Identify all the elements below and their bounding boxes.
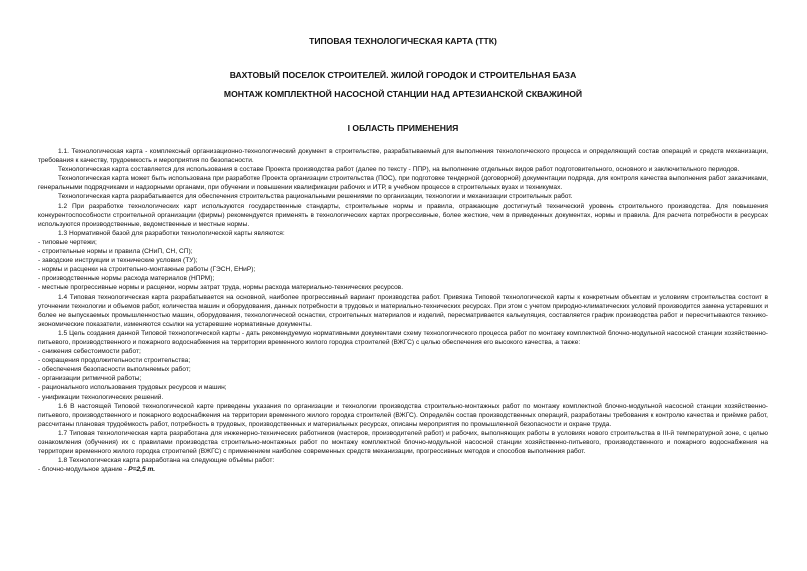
section-heading: I ОБЛАСТЬ ПРИМЕНЕНИЯ xyxy=(347,123,459,133)
paragraph: 1.6 В настоящей Типовой технологической карте приведены указания по организации и технологии производства строительно-монтажных работ по монтажу комплектной блочно-модульной насосной станции хозяйственно-питьевого, производственного и пожарного водоснабжения на территории временного жилого городка строителей (ВЖГС). Определён состав производственных операций, разработаны требования к контролю качества и приёмке работ, рассчитаны плановая трудоёмкость работ, потребность в трудовых, производственных и материальных ресурсах, описаны мероприятия по промышленной безопасности и охране труда. xyxy=(38,402,768,428)
list-item: - унификации технологических решений. xyxy=(38,393,164,401)
list-item: - производственные нормы расхода материалов (НПРМ); xyxy=(38,275,215,283)
list-item: - нормы и расценки на строительно-монтажные работы (ГЭСН, ЕНиР); xyxy=(38,266,256,274)
paragraph: 1.8 Технологическая карта разработана на следующие объёмы работ: xyxy=(58,457,275,465)
paragraph: 1.1. Технологическая карта - комплексный организационно-технологический документ в строительстве, разрабатываемый для выполнения технологического процесса и определяющий состав операций и средств механизации, требования к качеству, трудоемкость и мероприятия по безопасности. xyxy=(38,148,768,165)
paragraph: 1.2 При разработке технологических карт используются государственные стандарты, строительные нормы и правила, отражающие достигнутый технический уровень строительного производства. Для повышения конкурентоспособности строительной организации (фирмы) рекомендуется применять в технологических картах прогрессивные, более жесткие, чем в приведенных документах, нормы и правила. Для расчета потребности в ресурсах используются производственные, ведомственные и местные нормы. xyxy=(38,202,768,228)
paragraph: 1.4 Типовая технологическая карта разрабатывается на основной, наиболее прогрессивный вариант производства работ. Привязка Типовой технологической карты к конкретным объектам и условиям строительства состоит в уточнении технологии и объемов работ, количества машин и оборудования, данных потребности в трудовых и материально-технических ресурсах. При этом с учетом природно-климатических условий производится замена устаревших и более не выпускаемых промышленностью машин, оборудования, технологической оснастки, строительных материалов и изделий, пересматривается калькуляция, составляется график производства работ и пересчитываются технико-экономические показатели, изменяются ссылки на устаревшие нормативные документы. xyxy=(38,293,768,328)
document-title: ТИПОВАЯ ТЕХНОЛОГИЧЕСКАЯ КАРТА (ТТК) xyxy=(309,36,497,46)
list-item: - строительные нормы и правила (СНиП, СН, СП); xyxy=(38,248,193,256)
paragraph: Технологическая карта разрабатывается для обеспечения строительства рациональными решениями по организации, технологии и механизации строительных работ. xyxy=(58,193,573,201)
list-item: - организации ритмичной работы; xyxy=(38,375,142,383)
document-subtitle-work: МОНТАЖ КОМПЛЕКТНОЙ НАСОСНОЙ СТАНЦИИ НАД АРТЕЗИАНСКОЙ СКВАЖИНОЙ xyxy=(223,89,583,99)
list-item: - местные прогрессивные нормы и расценки, нормы затрат труда, нормы расхода материально-технических ресурсов. xyxy=(38,284,404,292)
paragraph: Технологическая карта составляется для использования в составе Проекта производства работ (далее по тексту - ППР), на выполнение отдельных видов работ подготовительного, основного и заключительного периодов. xyxy=(58,166,740,174)
list-item xyxy=(38,465,768,474)
list-item: - рационального использования трудовых ресурсов и машин; xyxy=(38,384,227,392)
list-item-value: Р=2,5 т. xyxy=(128,466,156,474)
list-item: - обеспечения безопасности выполняемых работ; xyxy=(38,366,191,374)
document-subtitle-project: ВАХТОВЫЙ ПОСЕЛОК СТРОИТЕЛЕЙ. ЖИЛОЙ ГОРОДОК И СТРОИТЕЛЬНАЯ БАЗА xyxy=(229,70,577,80)
list-item: - заводские инструкции и технические условия (ТУ); xyxy=(38,257,198,265)
list-item: - снижения себестоимости работ; xyxy=(38,348,141,356)
paragraph: Технологическая карта может быть использована при разработке Проекта организации строительства (ПОС), при подготовке тендерной (договорной) документации подряда, для контроля качества выполнения работ заказчиками, генеральными подрядчиками и надзорными органами, при обучении и повышении квалификации рабочих и ИТР, в учебном процессе в строительных вузах и техникумах. xyxy=(38,175,768,192)
paragraph: 1.7 Типовая технологическая карта разработана для инженерно-технических работников (мастеров, производителей работ) и рабочих, выполняющих работы в условиях нового строительства в III-й температурной зоне, с целью ознакомления (обучения) их с правилами производства строительно-монтажных работ по монтажу комплектной блочно-модульной насосной станции хозяйственно-питьевого, производственного и пожарного водоснабжения на территории временного жилого городка строителей (ВЖГС) с применением наиболее современных средств механизации, прогрессивных методов и способов выполнения работ. xyxy=(38,429,768,456)
paragraph: 1.5 Цель создания данной Типовой технологической карты - дать рекомендуемую нормативными документами схему технологического процесса работ по монтажу комплектной блочно-модульной насосной станции хозяйственно-питьевого, производственного и пожарного водоснабжения на территории временного жилого городка строителей (ВЖГС) с целью обеспечения его высокого качества, а также: xyxy=(38,329,768,346)
list-item: - сокращения продолжительности строительства; xyxy=(38,357,191,365)
document-body xyxy=(38,147,768,474)
list-item-text: - блочно-модульное здание - xyxy=(38,466,129,474)
paragraph: 1.3 Нормативной базой для разработки технологической карты являются: xyxy=(58,229,285,237)
list-item: - типовые чертежи; xyxy=(38,238,97,246)
